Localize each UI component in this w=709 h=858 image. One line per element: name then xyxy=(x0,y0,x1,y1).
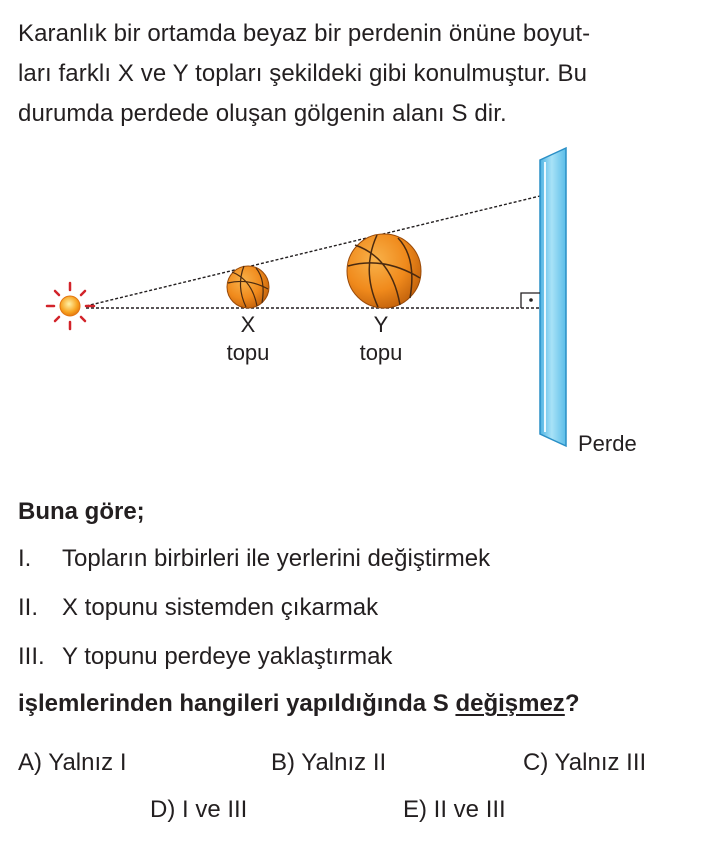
option-d[interactable]: D) I ve III xyxy=(150,796,248,823)
statement-3-text: Y topunu perdeye yaklaştırmak xyxy=(62,643,393,670)
question-heading: Buna göre; xyxy=(18,498,145,525)
ball-y-letter: Y xyxy=(373,312,389,337)
statement-2-number: II. xyxy=(18,594,39,621)
prompt-emphasis: değişmez xyxy=(455,690,565,717)
statement-1-text: Topların birbirleri ile yerlerini değiştirmek xyxy=(62,545,491,572)
screen-label: Perde xyxy=(578,431,637,456)
ball-y-word: topu xyxy=(359,340,403,365)
question-stem-line-2: ları farklı X ve Y topları şekildeki gibi konulmuştur. Bu xyxy=(18,60,588,87)
prompt-prefix: işlemlerinden hangileri yapıldığında S xyxy=(18,690,456,717)
question-stem-line-3: durumda perdede oluşan gölgenin alanı S dir. xyxy=(18,100,507,127)
screen-perde xyxy=(540,148,566,446)
option-a[interactable]: A) Yalnız I xyxy=(18,749,127,776)
ball-x-word: topu xyxy=(226,340,270,365)
ball-y xyxy=(347,234,421,308)
question-prompt xyxy=(18,689,579,719)
statement-3 xyxy=(18,642,392,672)
statement-2 xyxy=(18,593,378,623)
statement-2-text: X topunu sistemden çıkarmak xyxy=(62,594,379,621)
option-b[interactable]: B) Yalnız II xyxy=(271,749,387,776)
light-source-icon xyxy=(47,283,94,329)
ball-x-letter: X xyxy=(240,312,256,337)
statement-1-number: I. xyxy=(18,545,32,572)
statement-3-number: III. xyxy=(18,643,45,670)
statement-1 xyxy=(18,544,490,574)
prompt-suffix: ? xyxy=(564,690,580,717)
option-c[interactable]: C) Yalnız III xyxy=(523,749,647,776)
right-angle-marker xyxy=(521,293,540,308)
upper-ray-line xyxy=(86,196,540,306)
option-e[interactable]: E) II ve III xyxy=(403,796,506,823)
ball-x xyxy=(227,266,269,308)
question-stem-line-1: Karanlık bir ortamda beyaz bir perdenin önüne boyut- xyxy=(18,20,591,47)
